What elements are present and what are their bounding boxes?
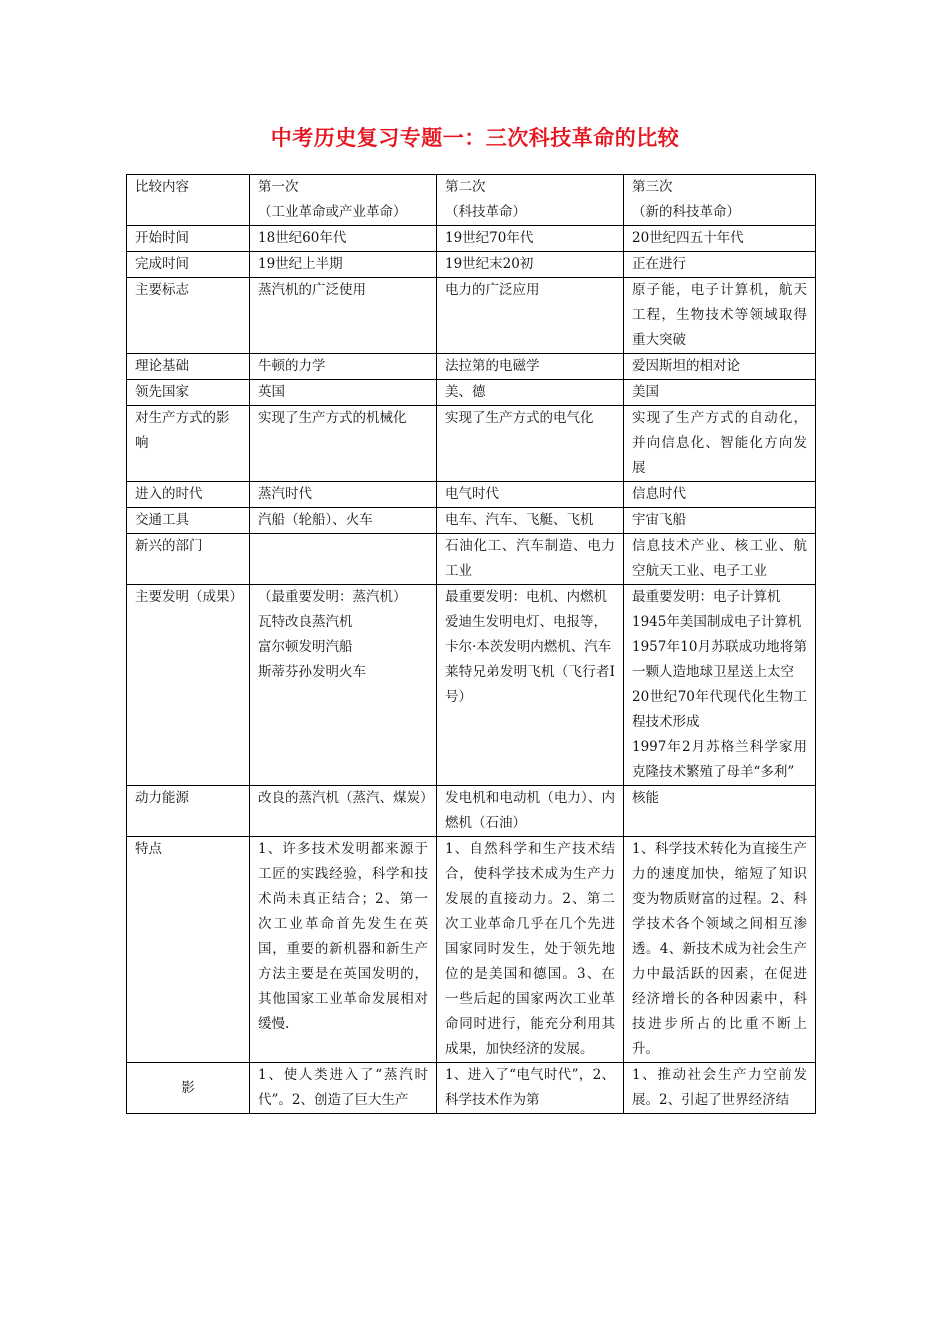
table-row-influence [127,1063,816,1114]
table-header-row [127,175,816,226]
comparison-table [126,174,816,1114]
list-item: 瓦特改良蒸汽机 [258,614,353,630]
table-cell: 美、德 [437,380,624,406]
table-cell: 1、许多技术发明都来源于工匠的实践经验，科学和技术尚未真正结合；2、第一次工业革命首先发生在英国，重要的新机器和新生产方法主要是在英国发明的，其他国家工业革命发展相对缓慢. [250,837,437,1063]
header-name: 第一次 [258,179,299,195]
list-item: 20世纪70年代现代化生物工程技术形成 [632,689,807,730]
table-cell: 19世纪上半期 [250,252,437,278]
header-subtitle: （新的科技革命） [632,204,740,220]
list-item: 卡尔·本茨发明内燃机、汽车 [445,639,612,655]
table-cell: 爱因斯坦的相对论 [624,354,816,380]
header-subtitle: （工业革命或产业革命） [258,204,407,220]
table-cell: 实现了生产方式的机械化 [250,406,437,482]
table-cell: 18世纪60年代 [250,226,437,252]
page-title: 中考历史复习专题一：三次科技革命的比较 [270,125,680,150]
table-cell: 宇宙飞船 [624,508,816,534]
table-cell: 法拉第的电磁学 [437,354,624,380]
table-row-leading-country [127,380,816,406]
table-row-start-time [127,226,816,252]
table-cell: 实现了生产方式的自动化，并向信息化、智能化方向发展 [624,406,816,482]
table-cell [437,585,624,786]
table-cell: 蒸汽机的广泛使用 [250,278,437,354]
table-cell [250,585,437,786]
table-cell: 电力的广泛应用 [437,278,624,354]
table-row-inventions [127,585,816,786]
table-row-transport [127,508,816,534]
table-cell: 1、使人类进入了“蒸汽时代”。2、创造了巨大生产 [250,1063,437,1114]
row-label: 交通工具 [127,508,250,534]
table-row-energy [127,786,816,837]
list-item: 富尔顿发明汽船 [258,639,353,655]
list-item: 1957年10月苏联成功地将第一颗人造地球卫星送上太空 [632,639,807,680]
table-row-features [127,837,816,1063]
row-label: 完成时间 [127,252,250,278]
header-subtitle: （科技革命） [445,204,526,220]
list-item: 斯蒂芬孙发明火车 [258,664,366,680]
table-cell: 实现了生产方式的电气化 [437,406,624,482]
table-cell [624,585,816,786]
header-cell-third [624,175,816,226]
table-cell [250,534,437,585]
table-row-end-time [127,252,816,278]
table-cell: 信息技术产业、核工业、航空航天工业、电子工业 [624,534,816,585]
row-label: 开始时间 [127,226,250,252]
row-label: 动力能源 [127,786,250,837]
table-cell: 20世纪四五十年代 [624,226,816,252]
row-label: 主要标志 [127,278,250,354]
table-cell: 1、进入了“电气时代”，2、科学技术作为第 [437,1063,624,1114]
table-cell: 19世纪末20初 [437,252,624,278]
table-row-theory [127,354,816,380]
row-label: 影 [127,1063,250,1114]
table-row-era [127,482,816,508]
table-row-new-sectors [127,534,816,585]
row-label: 特点 [127,837,250,1063]
table-cell: 蒸汽时代 [250,482,437,508]
table-cell: 牛顿的力学 [250,354,437,380]
table-row-main-sign [127,278,816,354]
header-cell-second [437,175,624,226]
table-cell: 英国 [250,380,437,406]
table-cell: 核能 [624,786,816,837]
list-item: 1945年美国制成电子计算机 [632,614,802,630]
header-name: 第二次 [445,179,486,195]
list-item: （最重要发明：蒸汽机） [258,589,407,605]
list-item: 莱特兄弟发明飞机（飞行者Ⅰ号） [445,664,615,705]
table-cell: 正在进行 [624,252,816,278]
table-row-production-impact [127,406,816,482]
table-cell: 1、自然科学和生产技术结合，使科学技术成为生产力发展的直接动力。2、第二次工业革命几乎在几个先进国家同时发生，处于领先地位的是美国和德国。3、在一些后起的国家两次工业革命同时进行，能充分利用其成果，加快经济的发展。 [437,837,624,1063]
table-cell: 电车、汽车、飞艇、飞机 [437,508,624,534]
row-label: 新兴的部门 [127,534,250,585]
table-cell: 美国 [624,380,816,406]
table-cell: 1、推动社会生产力空前发展。2、引起了世界经济结 [624,1063,816,1114]
row-label: 进入的时代 [127,482,250,508]
table-cell: 1、科学技术转化为直接生产力的速度加快，缩短了知识变为物质财富的过程。2、科学技术各个领域之间相互渗透。4、新技术成为社会生产力中最活跃的因素，在促进经济增长的各种因素中，科技进步所占的比重不断上升。 [624,837,816,1063]
table-cell: 汽船（轮船）、火车 [250,508,437,534]
table-cell: 改良的蒸汽机（蒸汽、煤炭） [250,786,437,837]
table-cell: 信息时代 [624,482,816,508]
row-label: 理论基础 [127,354,250,380]
row-label: 对生产方式的影响 [127,406,250,482]
table-cell: 电气时代 [437,482,624,508]
table-cell: 19世纪70年代 [437,226,624,252]
list-item: 爱迪生发明电灯、电报等， [445,614,607,630]
header-cell-first [250,175,437,226]
table-cell: 发电机和电动机（电力）、内燃机（石油） [437,786,624,837]
table-cell: 原子能，电子计算机，航天工程，生物技术等领域取得重大突破 [624,278,816,354]
table-cell: 石油化工、汽车制造、电力工业 [437,534,624,585]
list-item: 1997年2月苏格兰科学家用克隆技术繁殖了母羊“多利” [632,739,807,780]
row-label: 领先国家 [127,380,250,406]
header-label-cell: 比较内容 [127,175,250,226]
list-item: 最重要发明：电子计算机 [632,589,781,605]
row-label: 主要发明（成果） [127,585,250,786]
list-item: 最重要发明：电机、内燃机 [445,589,607,605]
header-name: 第三次 [632,179,673,195]
